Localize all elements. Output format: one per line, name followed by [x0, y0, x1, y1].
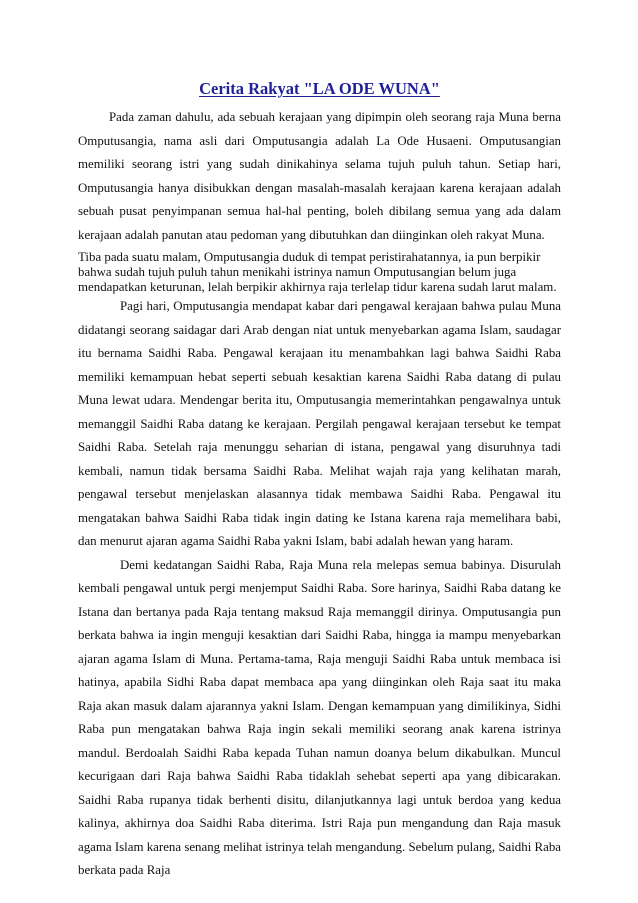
paragraph-intro: Pada zaman dahulu, ada sebuah kerajaan yang dipimpin oleh seorang raja Muna berna Omputusangia, nama asli dari Omputusangia adalah La Ode Husaeni. Omputusangian memiliki seorang istri yang sudah dinikahinya selama tujuh puluh tahun. Setiap hari, Omputusangia hanya disibukkan dengan masalah-masalah kerajaan karena kerajaan adalah sebuah pusat penyimpanan semua hal-hal penting, boleh dibilang semua yang ada dalam kerajaan adalah panutan atau pedoman yang dibutuhkan dan diinginkan oleh rakyat Muna.	[78, 110, 561, 242]
document-title: Cerita Rakyat "LA ODE WUNA"	[199, 79, 440, 98]
paragraph-night: Tiba pada suatu malam, Omputusangia duduk di tempat peristirahatannya, ia pun berpikir bahwa sudah tujuh puluh tahun menikahi istrinya namun Omputusangian belum juga mendapatkan keturunan, lelah berpikir akhirnya raja terlelap tidur karena sudah larut malam.	[78, 250, 557, 294]
paragraph-arrival: Demi kedatangan Saidhi Raba, Raja Muna rela melepas semua babinya. Disurulah kembali pengawal untuk pergi menjemput Saidhi Raba. Sore harinya, Saidhi Raba datang ke Istana dan bertanya pada Raja tentang maksud Raja memanggil dirinya. Omputusangia pun berkata bahwa ia ingin menguji kesaktian dari Saidhi Raba, hingga ia mampu menyebarkan ajaran agama Islam di Muna. Pertama-tama, Raja menguji Saidhi Raba untuk membaca isi hatinya, apabila Sidhi Raba dapat membaca apa yang diinginkan oleh Raja saat itu maka Raja akan masuk dalam ajarannya yakni Islam. Dengan kemampuan yang dimilikinya, Sidhi Raba pun mengatakan bahwa Raja ingin sekali memiliki seorang anak karena istrinya mandul. Berdoalah Saidhi Raba kepada Tuhan namun doanya belum dikabulkan. Muncul kecurigaan dari Raja bahwa Saidhi Raba tidaklah sehebat seperti apa yang dibicarakan. Saidhi Raba rupanya tidak berhenti disitu, dilanjutkannya lagi untuk berdoa yang kedua kalinya, akhirnya doa Saidhi Raba diterima. Istri Raja pun mengandung dan Raja masuk agama Islam karena senang melihat istrinya telah mengandung. Sebelum pulang, Saidhi Raba berkata pada Raja	[78, 557, 561, 878]
paragraph-morning: Pagi hari, Omputusangia mendapat kabar dari pengawal kerajaan bahwa pulau Muna didatangi seorang saidagar dari Arab dengan niat untuk menyebarkan agama Islam, saudagar itu bernama Saidhi Raba. Pengawal kerajaan itu menambahkan lagi bahwa Saidhi Raba memiliki kemampuan hebat seperti sebuah kesaktian karena Saidhi Raba datang di pulau Muna lewat udara. Mendengar berita itu, Omputusangia memerintahkan pengawalnya untuk memanggil Saidhi Raba datang ke kerajaan. Pergilah pengawal kerajaan tersebut ke tempat Saidhi Raba. Setelah raja menunggu seharian di istana, pengawal yang disuruhnya tadi kembali, namun tidak bersama Saidhi Raba. Melihat wajah raja yang kelihatan marah, pengawal tersebut menjelaskan alasannya tidak membawa Saidhi Raba. Pengawal itu mengatakan bahwa Saidhi Raba tidak ingin dating ke Istana karena raja memelihara babi, dan menurut ajaran agama Saidhi Raba yakni Islam, babi adalah hewan yang haram.	[78, 299, 561, 549]
